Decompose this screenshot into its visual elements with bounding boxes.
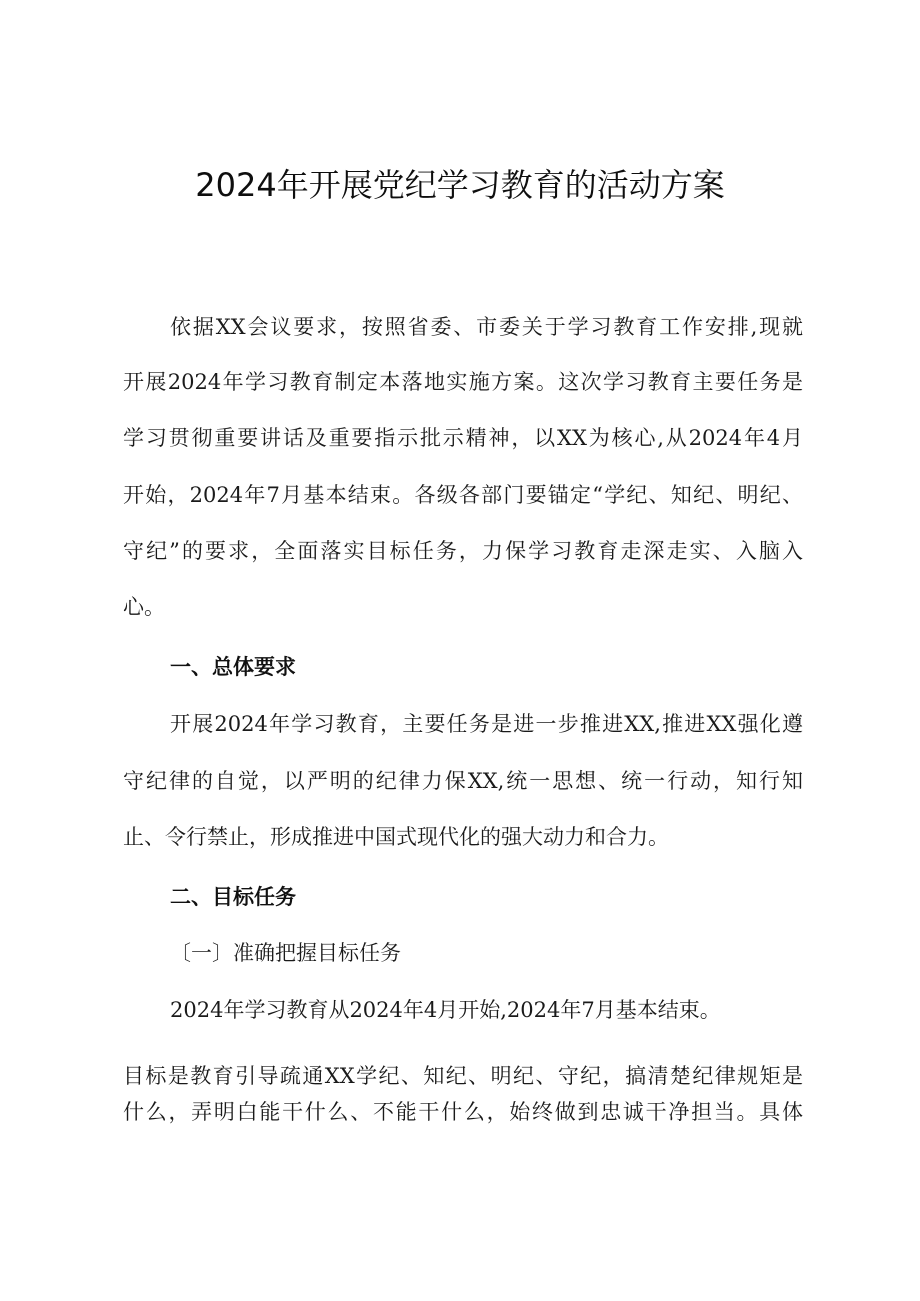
subsection-heading: 〔一〕准确把握目标任务 [170,941,401,965]
intro-line-5: 守纪”的要求，全面落实目标任务，力保学习教育走深走实、入脑入 [123,539,803,563]
goal-line-1: 目标是教育引导疏通XX学纪、知纪、明纪、守纪，搞清楚纪律规矩是 [123,1064,803,1088]
intro-line-2: 开展2024年学习教育制定本落地实施方案。这次学习教育主要任务是 [123,370,803,394]
section1-line-1: 开展2024年学习教育，主要任务是进一步推进XX,推进XX强化遵 [170,712,803,736]
section1-line-3: 止、令行禁止，形成推进中国式现代化的强大动力和合力。 [123,825,669,849]
section1-line-2: 守纪律的自觉，以严明的纪律力保XX,统一思想、统一行动，知行知 [123,769,803,793]
intro-line-6: 心。 [123,595,165,619]
intro-line-4: 开始，2024年7月基本结束。各级各部门要锚定“学纪、知纪、明纪、 [123,483,803,507]
section-heading-overall-requirements: 一、总体要求 [170,655,296,679]
section-heading-goals-tasks: 二、目标任务 [170,885,296,909]
timeline-paragraph: 2024年学习教育从2024年4月开始,2024年7月基本结束。 [170,998,721,1022]
intro-line-3: 学习贯彻重要讲话及重要指示批示精神，以XX为核心,从2024年4月 [123,426,803,450]
document-title: 2024年开展党纪学习教育的活动方案 [195,166,725,204]
intro-line-1: 依据XX会议要求，按照省委、市委关于学习教育工作安排,现就 [170,315,803,339]
goal-line-2: 什么，弄明白能干什么、不能干什么，始终做到忠诚干净担当。具体 [123,1100,803,1124]
